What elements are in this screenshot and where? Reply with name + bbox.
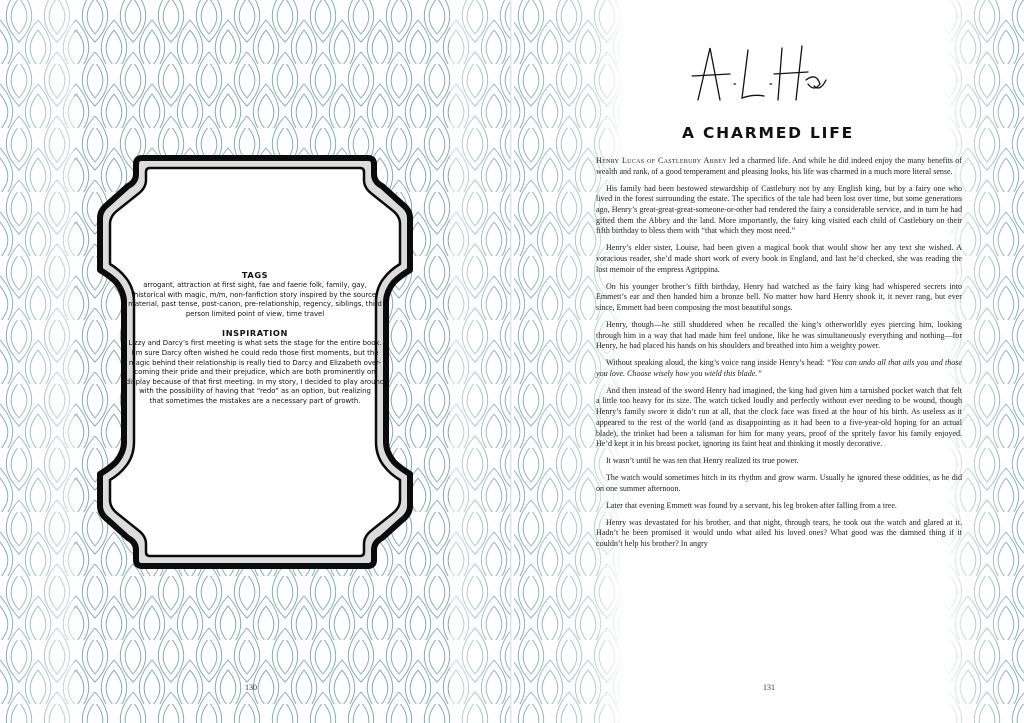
inspiration-line: Lizzy and Darcy’s first meeting is what sets the stage for the entire book. xyxy=(128,339,382,348)
story-paragraph: His family had been bestowed stewardship of Castlebury not by any English king, but by a fairy one who lived in the forest surrounding the estate. The specifics of the tale had been lost over time, but some generations ago, Henry’s great-great-great-someone-or-other had rendered the fairy a considerable service, and in turn he had gifted them the Abbey and the land. More importantly, the fairy king visited each child of Castlebury on their fifth birthday to bless them with “that which they most need.” xyxy=(596,183,962,236)
tags-line: material, past tense, post-canon, pre-relationship, regency, siblings, third xyxy=(128,300,382,309)
story-paragraph: It wasn’t until he was ten that Henry realized its true power. xyxy=(606,456,799,466)
story-paragraph: On his younger brother’s fifth birthday, Henry had watched as the fairy king had whispered secrets into Emmett’s ear and then handed him a bronze bell. No matter how hard Henry shook it, it never rang, but ever since, Emmett had been composing the most beautiful songs. xyxy=(596,281,962,312)
inspiration-heading: INSPIRATION xyxy=(222,328,288,339)
tags-heading: TAGS xyxy=(241,270,269,280)
story-paragraph: Henry was devastated for his brother, and that night, through tears, he took out the watch and glared at it. Hadn’t he been promised it would undo what ailed his loved ones? What good was the damned thing if it couldn’t help his brother? In angry xyxy=(596,517,962,548)
inspiration-line: coming their pride and their prejudice, which are both prominently on xyxy=(134,368,376,377)
story-paragraph: The watch would sometimes hitch in its rhythm and grow warm. Usually he ignored these oddities, as he did on one summer afternoon. xyxy=(596,473,962,493)
page-number-left: 130 xyxy=(245,683,257,692)
story-paragraph: Later that evening Emmett was found by a servant, his leg broken after falling from a tree. xyxy=(606,500,897,510)
pattern-fade-right xyxy=(450,0,512,723)
story-paragraph: Without speaking aloud, the king’s voice rang inside Henry’s head: “You can undo all that ails you and those you love. Choose wisely how you wield this blade.” xyxy=(596,358,962,378)
page-number-right: 131 xyxy=(763,683,775,692)
tags-line: historical with magic, m/m, non-fanfiction story inspired by the source xyxy=(133,290,377,299)
inspiration-line: magic behind their relationship is really tied to Darcy and Elizabeth over- xyxy=(128,358,382,367)
italic-quote: “You can undo all that ails you and those you love. Choose wisely how you wield this blade.” xyxy=(596,358,962,378)
inspiration-line: display because of that first meeting. In my story, I decided to play around xyxy=(125,377,385,386)
inspiration-line: that sometimes the mistakes are a necessary part of growth. xyxy=(149,396,361,405)
tags-line: arrogant, attraction at first sight, fae and faerie folk, family, gay, xyxy=(143,281,367,289)
story-paragraph: And then instead of the sword Henry had imagined, the king had given him a tarnished pocket watch that felt a little too heavy for its size. The watch ticked loudly and perfectly without ever needing to be wound, though Henry’s family swore it didn’t run at all, that the clock face was fixed at the hour of his birth. As useless as it appeared to the rest of the world (and as disappointing as it had been to a five-year-old hoping for an actual blade), the trinket had been a talisman for him for many years, proof of the spritely favor his family enjoyed. He’d kept it in his breast pocket, ignoring its faint heat and thinking it mostly decorative. xyxy=(596,385,962,449)
story-paragraph: Henry, though—he still shuddered when he recalled the king’s otherworldly eyes piercing him, looking through him in a way that had made him feel undone, like he was simultaneously everything and nothing—for Henry, he had placed his hands on his shoulders and breathed into him a weighty power. xyxy=(596,319,962,351)
inspiration-line: I’m sure Darcy often wished he could redo those first moments, but the xyxy=(131,348,379,357)
frame-content xyxy=(100,270,410,407)
story-paragraph: Henry’s elder sister, Louise, had been given a magical book that would show her any text she wished. A voracious reader, she’d made short work of every book in England, and last he’d checked, she was reading the lost memoir of the empress Agrippina. xyxy=(596,243,962,274)
pattern-fade-left xyxy=(0,0,74,723)
tags-line: person limited point of view, time travel xyxy=(185,309,325,318)
inspiration-line: with the possibility of having that “redo” as an option, but realizing xyxy=(139,387,371,396)
author-signature-mark xyxy=(690,40,830,106)
story-paragraph: Henry Lucas of Castlebury Abbey led a charmed life. And while he did indeed enjoy the many benefits of wealth and rank, of a good temperament and pleasing looks, his life was charmed in a much more literal sense. xyxy=(596,156,962,176)
paragraph-lead-in: Henry Lucas of Castlebury Abbey xyxy=(596,156,727,165)
story-title: A CHARMED LIFE xyxy=(682,124,854,142)
book-gutter xyxy=(510,0,514,723)
story-body xyxy=(596,156,962,556)
